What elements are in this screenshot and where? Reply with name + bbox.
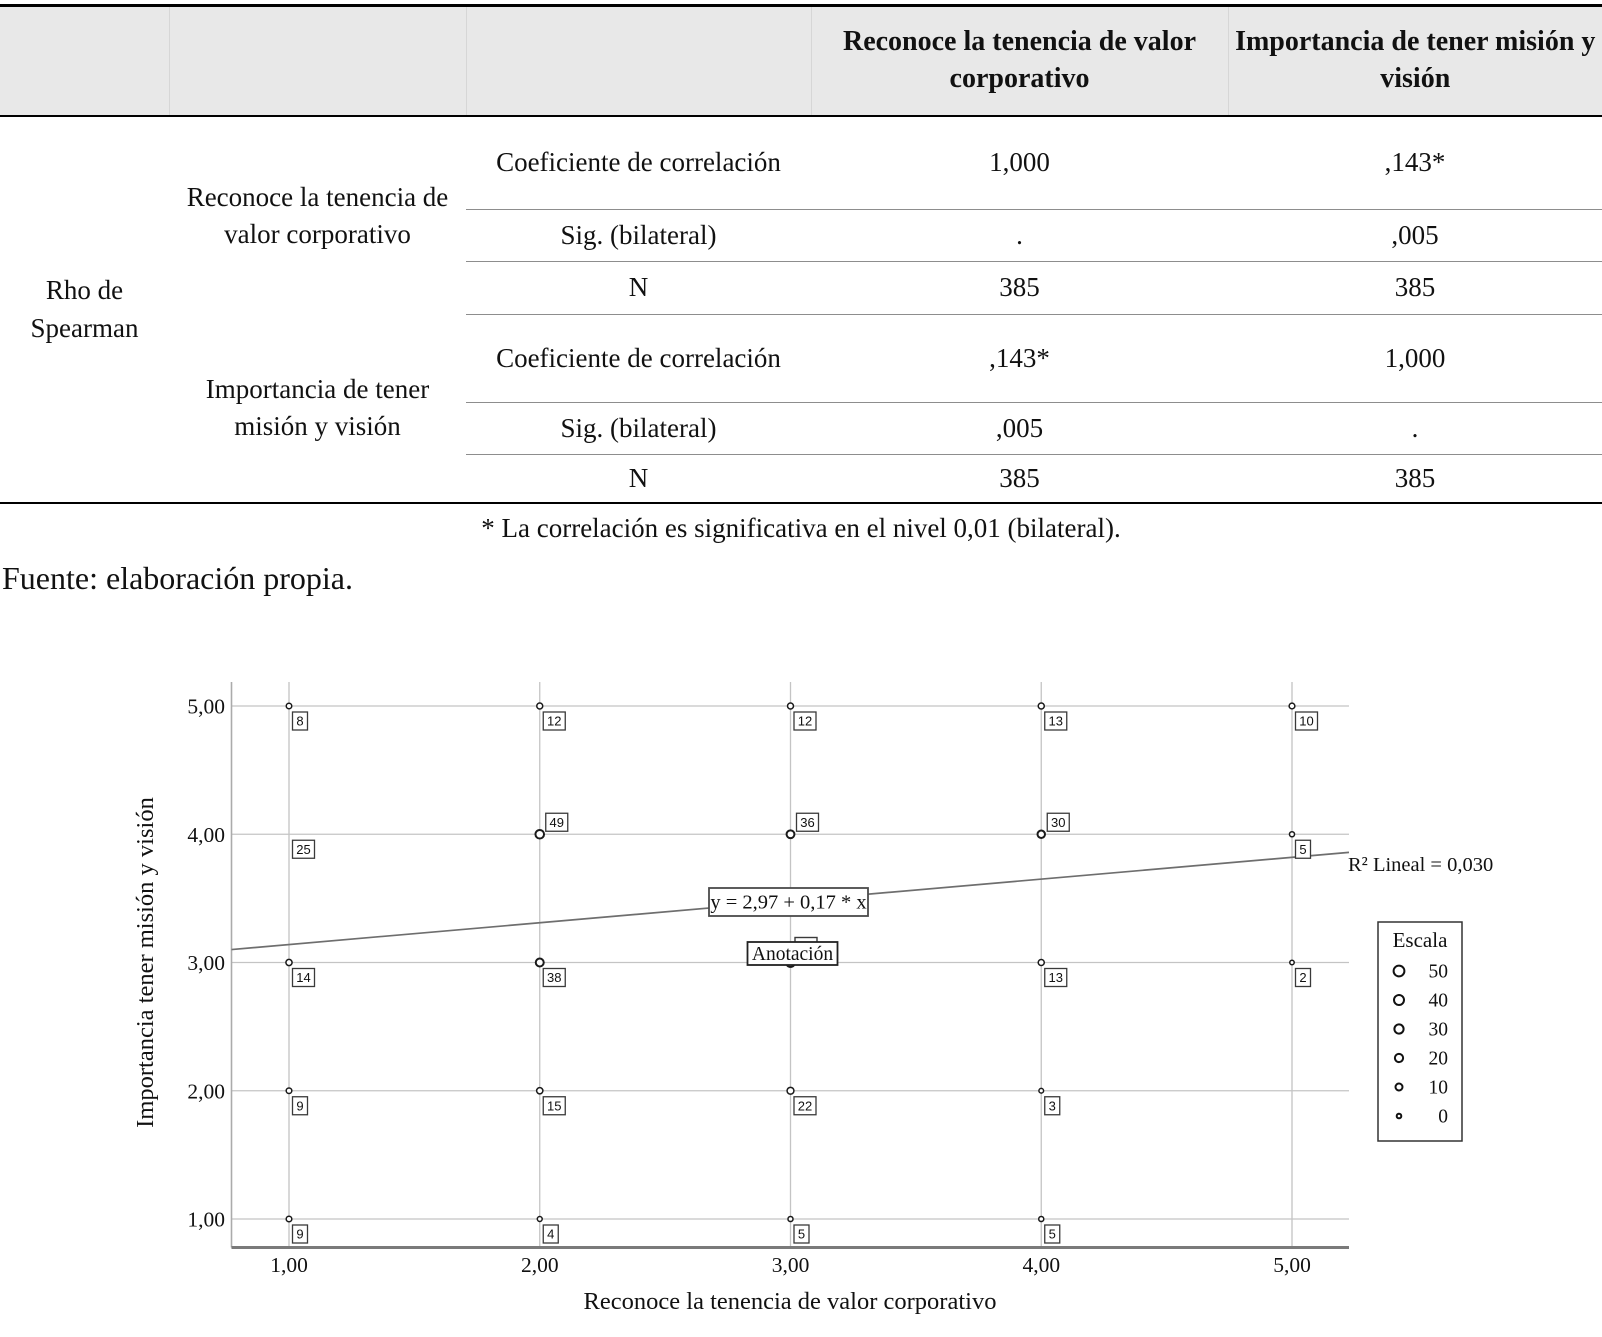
legend-size-marker bbox=[1396, 1084, 1403, 1091]
scatter-plot bbox=[0, 640, 1602, 1337]
legend-entry-label: 30 bbox=[1428, 1019, 1448, 1041]
legend-size-marker bbox=[1394, 995, 1404, 1005]
column-header-var2: Importancia de tener misión y visión bbox=[1228, 6, 1602, 117]
legend-entry-label: 20 bbox=[1428, 1048, 1448, 1070]
count-label: 25 bbox=[296, 841, 311, 857]
legend-entry-label: 0 bbox=[1438, 1106, 1448, 1128]
value-cell: ,143* bbox=[1228, 116, 1602, 210]
data-point-marker bbox=[537, 703, 543, 709]
data-point-marker bbox=[1289, 703, 1295, 709]
count-label: 8 bbox=[296, 713, 304, 729]
legend-entry-label: 10 bbox=[1428, 1077, 1448, 1099]
table-footnote: * La correlación es significativa en el nivel 0,01 (bilateral). bbox=[481, 513, 1121, 543]
data-point-marker bbox=[787, 830, 795, 838]
r-squared-label: R² Lineal = 0,030 bbox=[1348, 854, 1494, 876]
y-axis-title: Importancia tener misión y visión bbox=[132, 797, 159, 1128]
legend-size-marker bbox=[1394, 1024, 1403, 1033]
y-tick-label: 1,00 bbox=[187, 1207, 225, 1232]
table-corner-cell bbox=[466, 6, 811, 117]
legend-entry-label: 50 bbox=[1428, 961, 1448, 983]
data-point-marker bbox=[535, 830, 544, 839]
count-label: 4 bbox=[547, 1226, 555, 1242]
count-label: 2 bbox=[1299, 970, 1307, 985]
stat-label-cell: N bbox=[628, 462, 649, 493]
table-row bbox=[0, 116, 1602, 210]
y-tick-label: 3,00 bbox=[187, 951, 225, 975]
value-cell: 1,000 bbox=[1228, 315, 1602, 403]
data-point-marker bbox=[536, 959, 544, 967]
row-dimension-cell: Rho de Spearman bbox=[30, 275, 139, 343]
stat-label-cell: Sig. (bilateral) bbox=[466, 403, 811, 455]
stat-label-cell: Coeficiente de correlación bbox=[466, 116, 811, 210]
legend-box bbox=[1378, 922, 1462, 1141]
count-label: 38 bbox=[547, 970, 562, 985]
correlation-table bbox=[0, 4, 1602, 597]
count-label: 13 bbox=[1048, 713, 1063, 729]
data-point-marker bbox=[286, 703, 291, 708]
x-tick-label: 1,00 bbox=[270, 1253, 308, 1277]
data-point-marker bbox=[1038, 703, 1044, 709]
table-header-row bbox=[0, 6, 1602, 117]
data-point-marker bbox=[1038, 831, 1045, 838]
y-tick-label: 2,00 bbox=[187, 1079, 225, 1104]
value-cell: ,005 bbox=[1228, 210, 1602, 262]
stat-label-cell: N bbox=[466, 262, 811, 315]
x-tick-label: 4,00 bbox=[1022, 1253, 1061, 1277]
count-label: 3 bbox=[1048, 1098, 1056, 1114]
value-cell: ,143* bbox=[811, 315, 1228, 403]
equation-label: y = 2,97 + 0,17 * x bbox=[710, 891, 867, 914]
count-label: 49 bbox=[549, 814, 564, 830]
count-label: 5 bbox=[1299, 841, 1307, 857]
column-header-var1: Reconoce la tenencia de valor corporativo bbox=[811, 6, 1228, 117]
count-label: 10 bbox=[1299, 713, 1314, 729]
x-tick-label: 2,00 bbox=[520, 1253, 559, 1277]
data-point-marker bbox=[286, 959, 292, 965]
stat-label-cell: Sig. (bilateral) bbox=[466, 210, 811, 262]
legend-entry-label: 40 bbox=[1428, 990, 1448, 1012]
data-point-marker bbox=[1038, 959, 1044, 965]
group2-label-cell: Importancia de tener misión y visión bbox=[205, 374, 430, 442]
x-tick-label: 3,00 bbox=[771, 1253, 810, 1277]
value-cell: 1,000 bbox=[811, 116, 1228, 210]
data-point-marker bbox=[1289, 832, 1294, 837]
table-corner-cell bbox=[0, 6, 169, 117]
value-cell: 385 bbox=[999, 462, 1040, 493]
legend-size-marker bbox=[1397, 1114, 1402, 1119]
count-label: 15 bbox=[547, 1098, 562, 1114]
stat-label-cell: Coeficiente de correlación bbox=[466, 315, 811, 403]
spearman-table bbox=[0, 4, 1602, 504]
count-label: 9 bbox=[296, 1226, 304, 1242]
source-note: Fuente: elaboración propia. bbox=[2, 560, 353, 596]
value-cell: . bbox=[1228, 403, 1602, 455]
value-cell: 385 bbox=[811, 262, 1228, 315]
count-label: 13 bbox=[1048, 970, 1063, 985]
legend-title: Escala bbox=[1392, 928, 1448, 952]
count-label: 22 bbox=[797, 1098, 813, 1114]
legend-size-marker bbox=[1394, 966, 1405, 977]
x-tick-label: 5,00 bbox=[1273, 1253, 1311, 1277]
count-label: 12 bbox=[547, 713, 562, 729]
data-point-marker bbox=[286, 1216, 292, 1222]
value-cell: . bbox=[811, 210, 1228, 262]
value-cell: 385 bbox=[1228, 262, 1602, 315]
table-row bbox=[0, 315, 1602, 403]
data-point-marker bbox=[1039, 1216, 1044, 1221]
data-point-marker bbox=[537, 1217, 542, 1222]
x-axis-title: Reconoce la tenencia de valor corporativo bbox=[583, 1288, 997, 1315]
count-label: 12 bbox=[797, 713, 813, 729]
data-point-marker bbox=[286, 1088, 292, 1094]
table-corner-cell bbox=[169, 6, 466, 117]
count-label: 36 bbox=[800, 814, 815, 830]
data-point-marker bbox=[788, 703, 794, 709]
count-label: 5 bbox=[797, 1226, 806, 1242]
data-point-marker bbox=[787, 1087, 794, 1094]
count-label: 5 bbox=[1048, 1226, 1056, 1242]
data-point-marker bbox=[1039, 1088, 1044, 1093]
data-point-marker bbox=[788, 1216, 793, 1221]
annotation-label: Anotación bbox=[751, 944, 834, 965]
data-point-marker bbox=[1290, 960, 1294, 964]
count-label: 9 bbox=[296, 1098, 304, 1114]
value-cell: 385 bbox=[1394, 462, 1436, 493]
y-tick-label: 5,00 bbox=[187, 694, 225, 719]
value-cell: ,005 bbox=[811, 403, 1228, 455]
group1-label-cell: Reconoce la tenencia de valor corporativo bbox=[186, 181, 449, 249]
y-tick-label: 4,00 bbox=[187, 822, 225, 847]
count-label: 14 bbox=[296, 970, 311, 985]
legend-size-marker bbox=[1395, 1054, 1403, 1062]
count-label: 30 bbox=[1051, 814, 1066, 830]
data-point-marker bbox=[537, 1088, 543, 1094]
